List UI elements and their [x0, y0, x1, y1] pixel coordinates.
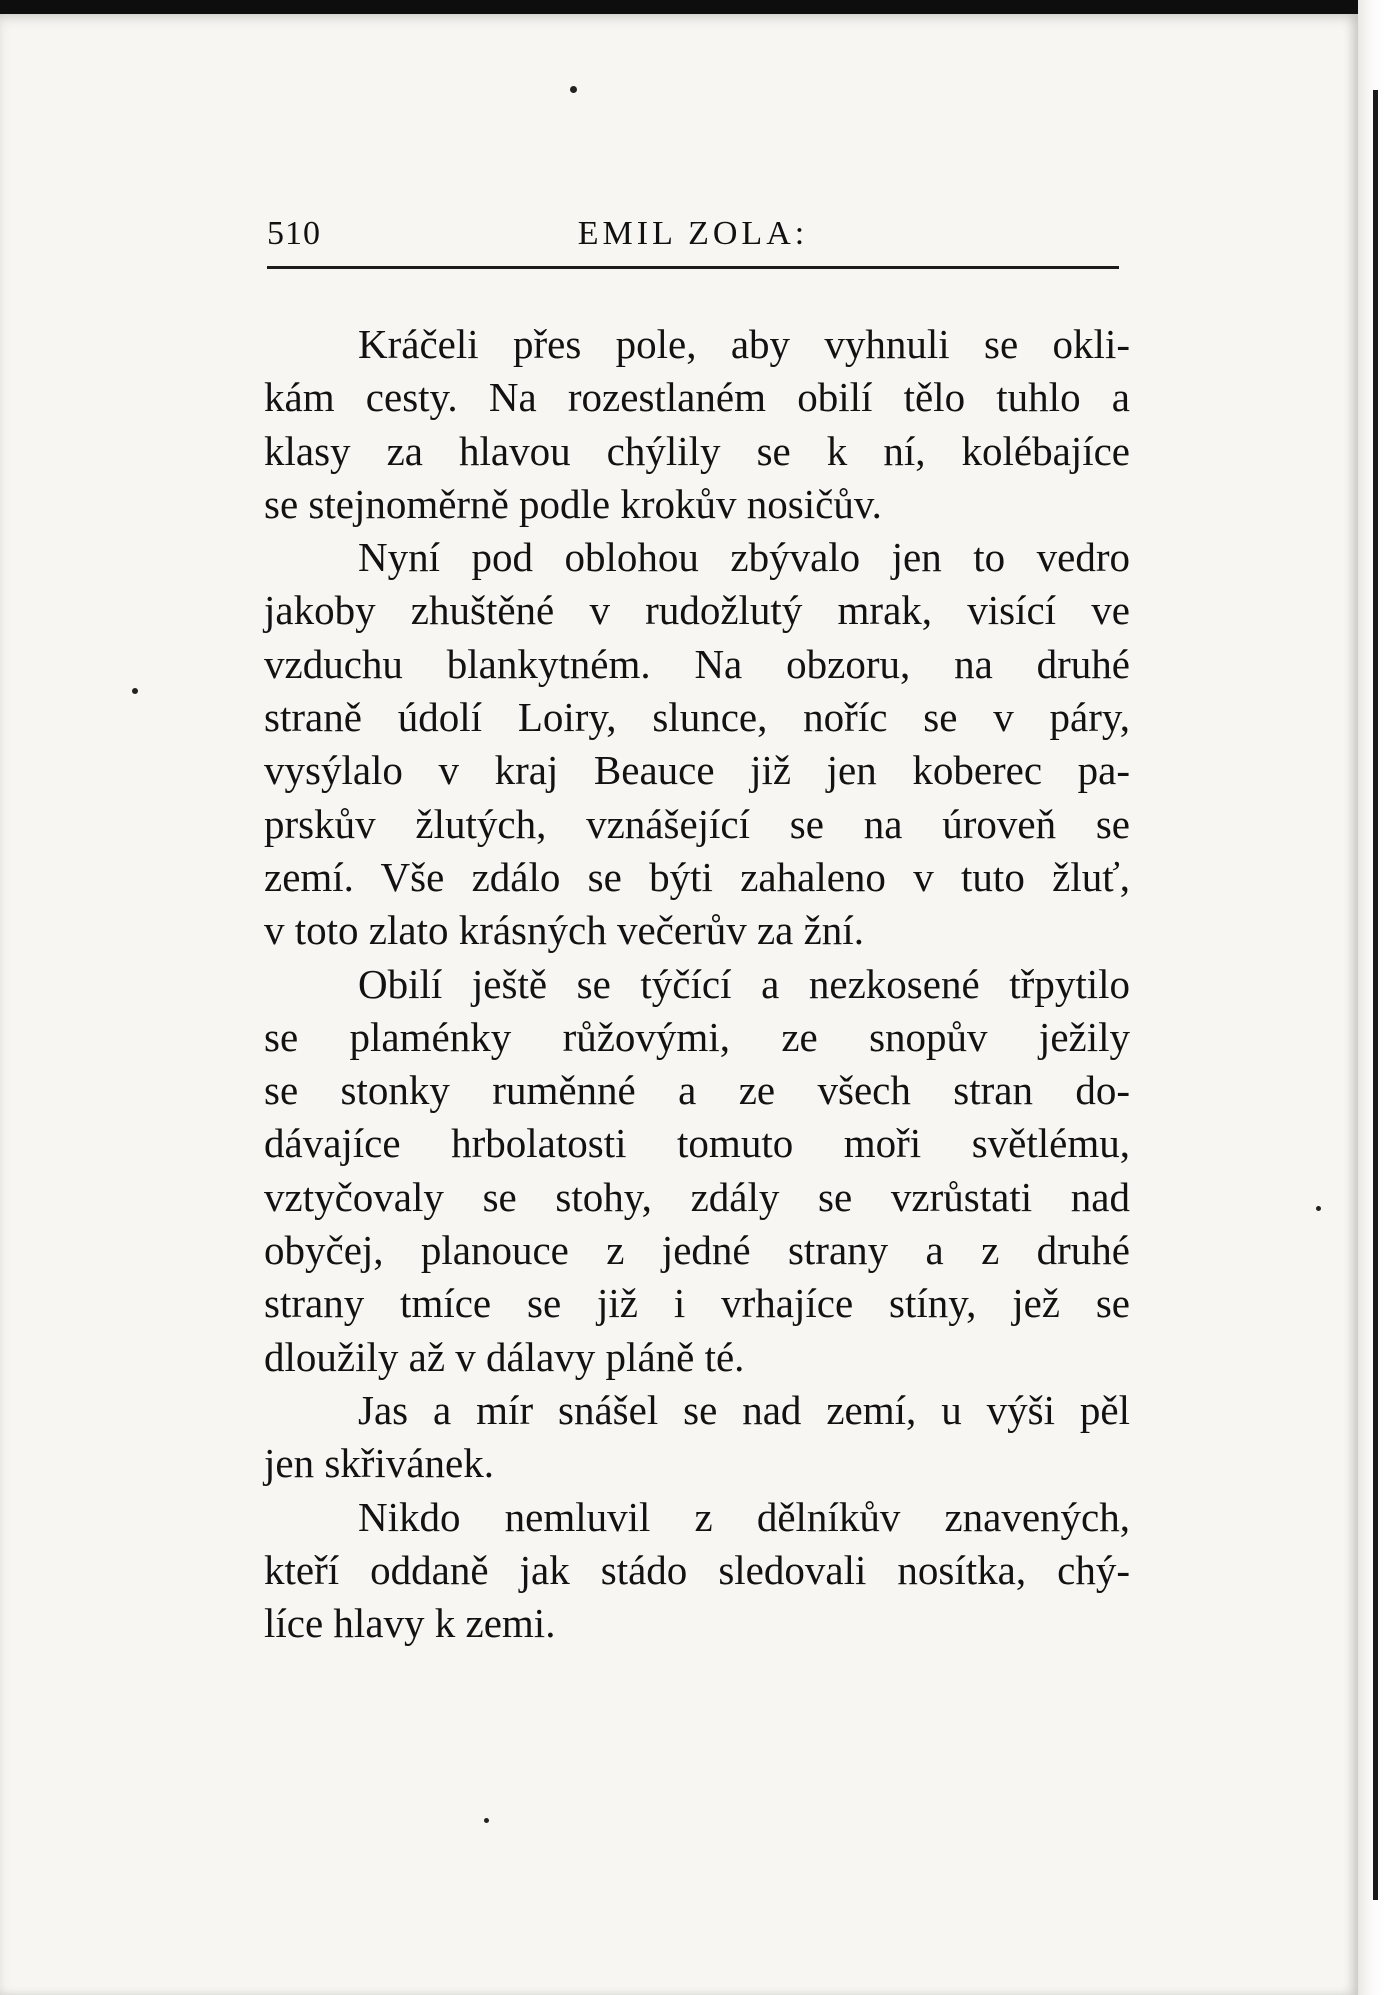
running-title: EMIL ZOLA: — [577, 215, 809, 252]
ink-speck — [484, 1818, 489, 1823]
page-number: 510 — [267, 215, 321, 252]
text-line: líce hlavy k zemi. — [264, 1600, 556, 1647]
text-line: dávajíce hrbolatosti tomuto moři světlému, — [264, 1120, 1130, 1167]
text-line: straně údolí Loiry, slunce, noříc se v páry, — [264, 694, 1130, 741]
ink-speck — [570, 86, 577, 93]
text-line: kteří oddaně jak stádo sledovali nosítka, chý- — [264, 1546, 1130, 1593]
text-line: Nyní pod oblohou zbývalo jen to vedro — [358, 534, 1130, 581]
text-line: obyčej, planouce z jedné strany a z druhé — [264, 1227, 1130, 1274]
text-line: Jas a mír snášel se nad zemí, u výši pěl — [358, 1386, 1130, 1433]
page-gutter-edge — [1358, 0, 1384, 1995]
text-line: dloužily až v dálavy pláně té. — [264, 1333, 745, 1380]
binding-shadow-line — [1373, 90, 1378, 1900]
text-line: jakoby zhuštěné v rudožlutý mrak, visící ve — [264, 587, 1130, 634]
ink-speck — [1316, 1206, 1321, 1211]
text-line: Kráčeli přes pole, aby vyhnuli se okli- — [358, 321, 1130, 367]
running-head — [267, 215, 1119, 259]
text-line: strany tmíce se již i vrhajíce stíny, jež se — [264, 1280, 1130, 1327]
text-line: jen skřivánek. — [264, 1440, 494, 1487]
body-text — [264, 318, 1130, 1650]
ink-speck — [132, 688, 138, 694]
text-line: vzduchu blankytném. Na obzoru, na druhé — [264, 640, 1130, 687]
text-line: se plaménky růžovými, ze snopův ježily — [264, 1013, 1130, 1060]
text-line: v toto zlato krásných večerův za žní. — [264, 907, 864, 954]
text-line: kám cesty. Na rozestlaném obilí tělo tuhlo a — [264, 374, 1130, 421]
text-line: vztyčovaly se stohy, zdály se vzrůstati nad — [264, 1173, 1130, 1220]
text-line: prskův žlutých, vznášející se na úroveň se — [264, 800, 1130, 847]
text-line: klasy za hlavou chýlily se k ní, kolébajíce — [264, 427, 1130, 474]
text-line: se stejnoměrně podle krokův nosičův. — [264, 480, 882, 527]
text-line: se stonky ruměnné a ze všech stran do- — [264, 1067, 1130, 1114]
text-line: Obilí ještě se týčící a nezkosené třpytilo — [358, 960, 1130, 1007]
text-line: vysýlalo v kraj Beauce již jen koberec pa- — [264, 747, 1130, 794]
header-rule — [267, 266, 1119, 269]
text-line: zemí. Vše zdálo se býti zahaleno v tuto žluť, — [264, 853, 1130, 900]
text-line: Nikdo nemluvil z dělníkův znavených, — [358, 1493, 1130, 1540]
